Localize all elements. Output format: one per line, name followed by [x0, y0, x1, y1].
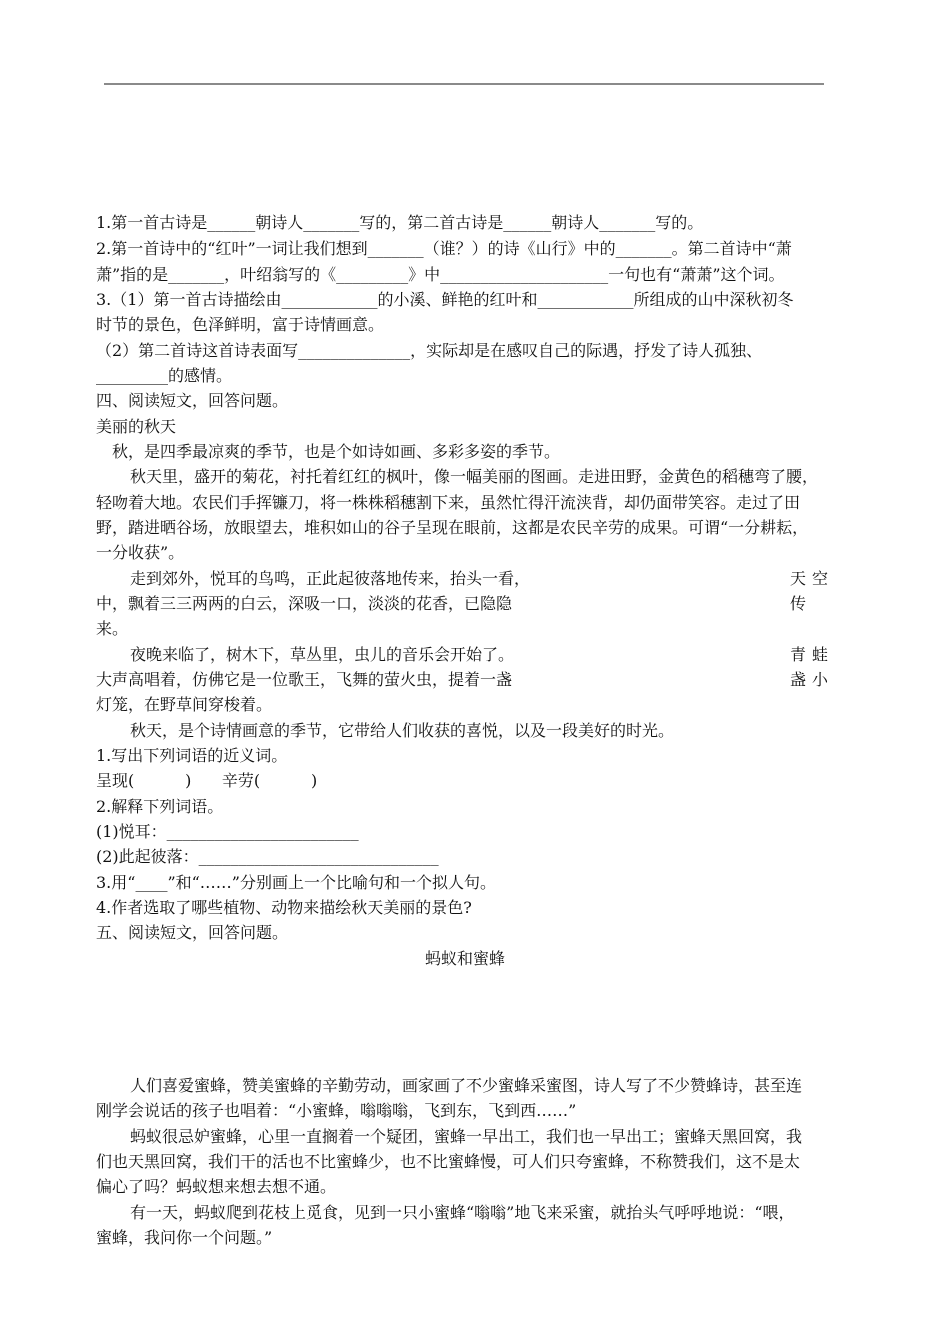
poem-question-line: 时节的景色，色泽鲜明，富于诗情画意。 — [96, 315, 385, 334]
passage-line: 蚂蚁很忌妒蜜蜂，心里一直搁着一个疑团，蜜蜂一早出工，我们也一早出工；蜜蜂天黑回窝，我 — [130, 1127, 803, 1146]
poem-question-line: （2）第二首诗这首诗表面写______________，实际却是在感叹自己的际遇，抒发了诗人孤独、 — [96, 341, 763, 360]
autumn-question-line: 1.写出下列词语的近义词。 — [96, 746, 288, 765]
passage-line: 秋天里，盛开的菊花，衬托着红红的枫叶，像一幅美丽的图画。走进田野，金黄色的稻穗弯了腰， — [130, 467, 819, 486]
passage-line-fragment: 青蛙 — [790, 645, 835, 664]
passage-line: 刚学会说话的孩子也唱着：“小蜜蜂，嗡嗡嗡，飞到东，飞到西……” — [96, 1101, 577, 1120]
passage-line: 野，踏进晒谷场，放眼望去，堆积如山的谷子呈现在眼前，这都是农民辛劳的成果。可谓“一分耕耘， — [96, 518, 809, 537]
passage-line: 轻吻着大地。农民们手挥镰刀，将一株株稻穗割下来，虽然忙得汗流浃背，却仍面带笑容。走过了田 — [96, 493, 801, 512]
autumn-question-line: (2)此起彼落：______________________________ — [96, 847, 439, 866]
passage-line-fragment: 天空 — [790, 569, 835, 588]
poem-question-line: 2.第一首诗中的“红叶”一词让我们想到_______（谁？）的诗《山行》中的_______。第二首诗中“萧 — [96, 239, 792, 258]
passage-line: 一分收获”。 — [96, 543, 185, 562]
passage-line: 人们喜爱蜜蜂，赞美蜜蜂的辛勤劳动，画家画了不少蜜蜂采蜜图，诗人写了不少赞蜂诗，甚至连 — [130, 1076, 803, 1095]
autumn-question-line: (1)悦耳：________________________ — [96, 822, 359, 841]
autumn-question-line: 呈现( ) 辛劳( ) — [96, 771, 318, 790]
autumn-question-line: 3.用“____”和“……”分别画上一个比喻句和一个拟人句。 — [96, 873, 496, 892]
autumn-question-line: 2.解释下列词语。 — [96, 797, 224, 816]
passage-title: 蚂蚁和蜜蜂 — [424, 949, 505, 968]
passage-line: 中，飘着三三两两的白云，深吸一口，淡淡的花香，已隐隐 — [96, 594, 513, 613]
passage-line: 走到郊外，悦耳的鸟鸣，正此起彼落地传来，抬头一看， — [130, 569, 531, 588]
passage-paragraph: 秋，是四季最凉爽的季节，也是个如诗如画、多彩多姿的季节。 — [112, 442, 561, 461]
passage-line: 灯笼，在野草间穿梭着。 — [96, 695, 273, 714]
poem-question-line: _________的感情。 — [96, 366, 233, 385]
section-heading: 四、阅读短文，回答问题。 — [96, 391, 289, 410]
passage-line: 来。 — [96, 619, 129, 638]
autumn-question-line: 4.作者选取了哪些植物、动物来描绘秋天美丽的景色? — [96, 898, 472, 917]
passage-line: 蜜蜂，我问你一个问题。” — [96, 1228, 273, 1247]
passage-line: 们也天黑回窝，我们干的活也不比蜜蜂少，也不比蜜蜂慢，可人们只夸蜜蜂，不称赞我们，这不是太 — [96, 1152, 801, 1171]
passage-line: 偏心了吗？蚂蚁想来想去想不通。 — [96, 1177, 337, 1196]
poem-question-line: 萧”指的是_______，叶绍翁写的《_________》中_____________________一句也有“萧萧”这个词。 — [96, 265, 785, 284]
poem-question-line: 3.（1）第一首古诗描绘由____________的小溪、鲜艳的红叶和____________所组成的山中深秋初冬 — [96, 290, 794, 309]
poem-question-line: 1.第一首古诗是______朝诗人_______写的，第二首古诗是______朝诗人_______写的。 — [96, 213, 704, 232]
passage-line-fragment: 盏小 — [790, 670, 835, 689]
passage-paragraph: 秋天，是个诗情画意的季节，它带给人们收获的喜悦，以及一段美好的时光。 — [130, 721, 675, 740]
passage-line-fragment: 传 — [790, 594, 813, 613]
section-heading: 五、阅读短文，回答问题。 — [96, 923, 289, 942]
passage-line: 夜晚来临了，树木下，草丛里，虫儿的音乐会开始了。 — [130, 645, 515, 664]
passage-line: 大声高唱着，仿佛它是一位歌王，飞舞的萤火虫，提着一盏 — [96, 670, 513, 689]
header-rule — [104, 83, 824, 85]
passage-line: 有一天，蚂蚁爬到花枝上觅食，见到一只小蜜蜂“嗡嗡”地飞来采蜜，就抬头气呼呼地说：“喂， — [130, 1203, 795, 1222]
passage-title: 美丽的秋天 — [96, 417, 177, 436]
